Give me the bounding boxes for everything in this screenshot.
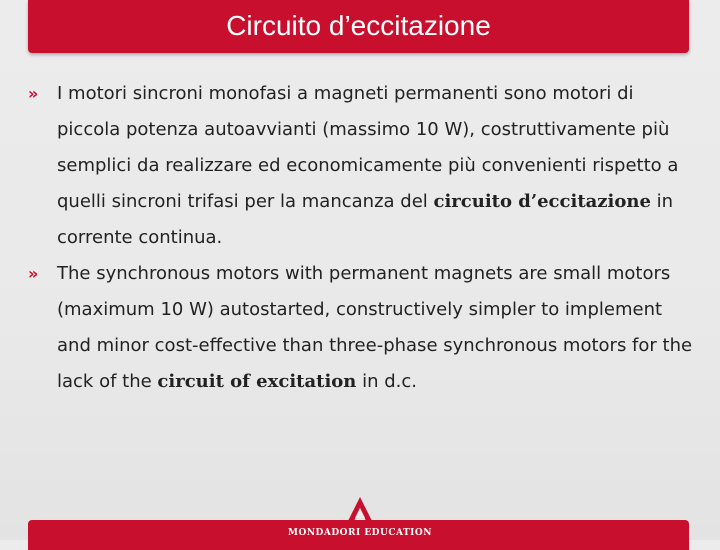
bullet-marker: » xyxy=(28,264,39,283)
bullet-marker: » xyxy=(28,84,39,103)
bullet-text: I motori sincroni monofasi a magneti permanenti sono motori di piccola potenza autoavvianti (massimo 10 W), costruttivamente più semplici da realizzare ed economicamente più convenienti rispetto a quelli sincroni trifasi per la mancanza del xyxy=(57,83,679,212)
bullet-text-end: in corrente continua. xyxy=(57,191,674,248)
bullet-english xyxy=(28,256,698,400)
title-bar xyxy=(28,0,689,53)
bullet-bold-term: circuito d’eccitazione xyxy=(433,191,651,212)
mondadori-logo-icon xyxy=(338,496,382,526)
bullet-text: The synchronous motors with permanent magnets are small motors (maximum 10 W) autostarted, constructively simpler to implement and minor cost-effective than three-phase synchronous motors for the lack of the xyxy=(57,263,693,392)
bullet-bold-term: circuit of excitation xyxy=(157,371,357,392)
bullet-text-end: in d.c. xyxy=(356,371,417,392)
slide-content xyxy=(28,76,698,400)
slide-title: Circuito d’eccitazione xyxy=(226,10,491,41)
bullet-italian xyxy=(28,76,698,256)
footer-brand: MONDADORI EDUCATION xyxy=(288,528,432,538)
